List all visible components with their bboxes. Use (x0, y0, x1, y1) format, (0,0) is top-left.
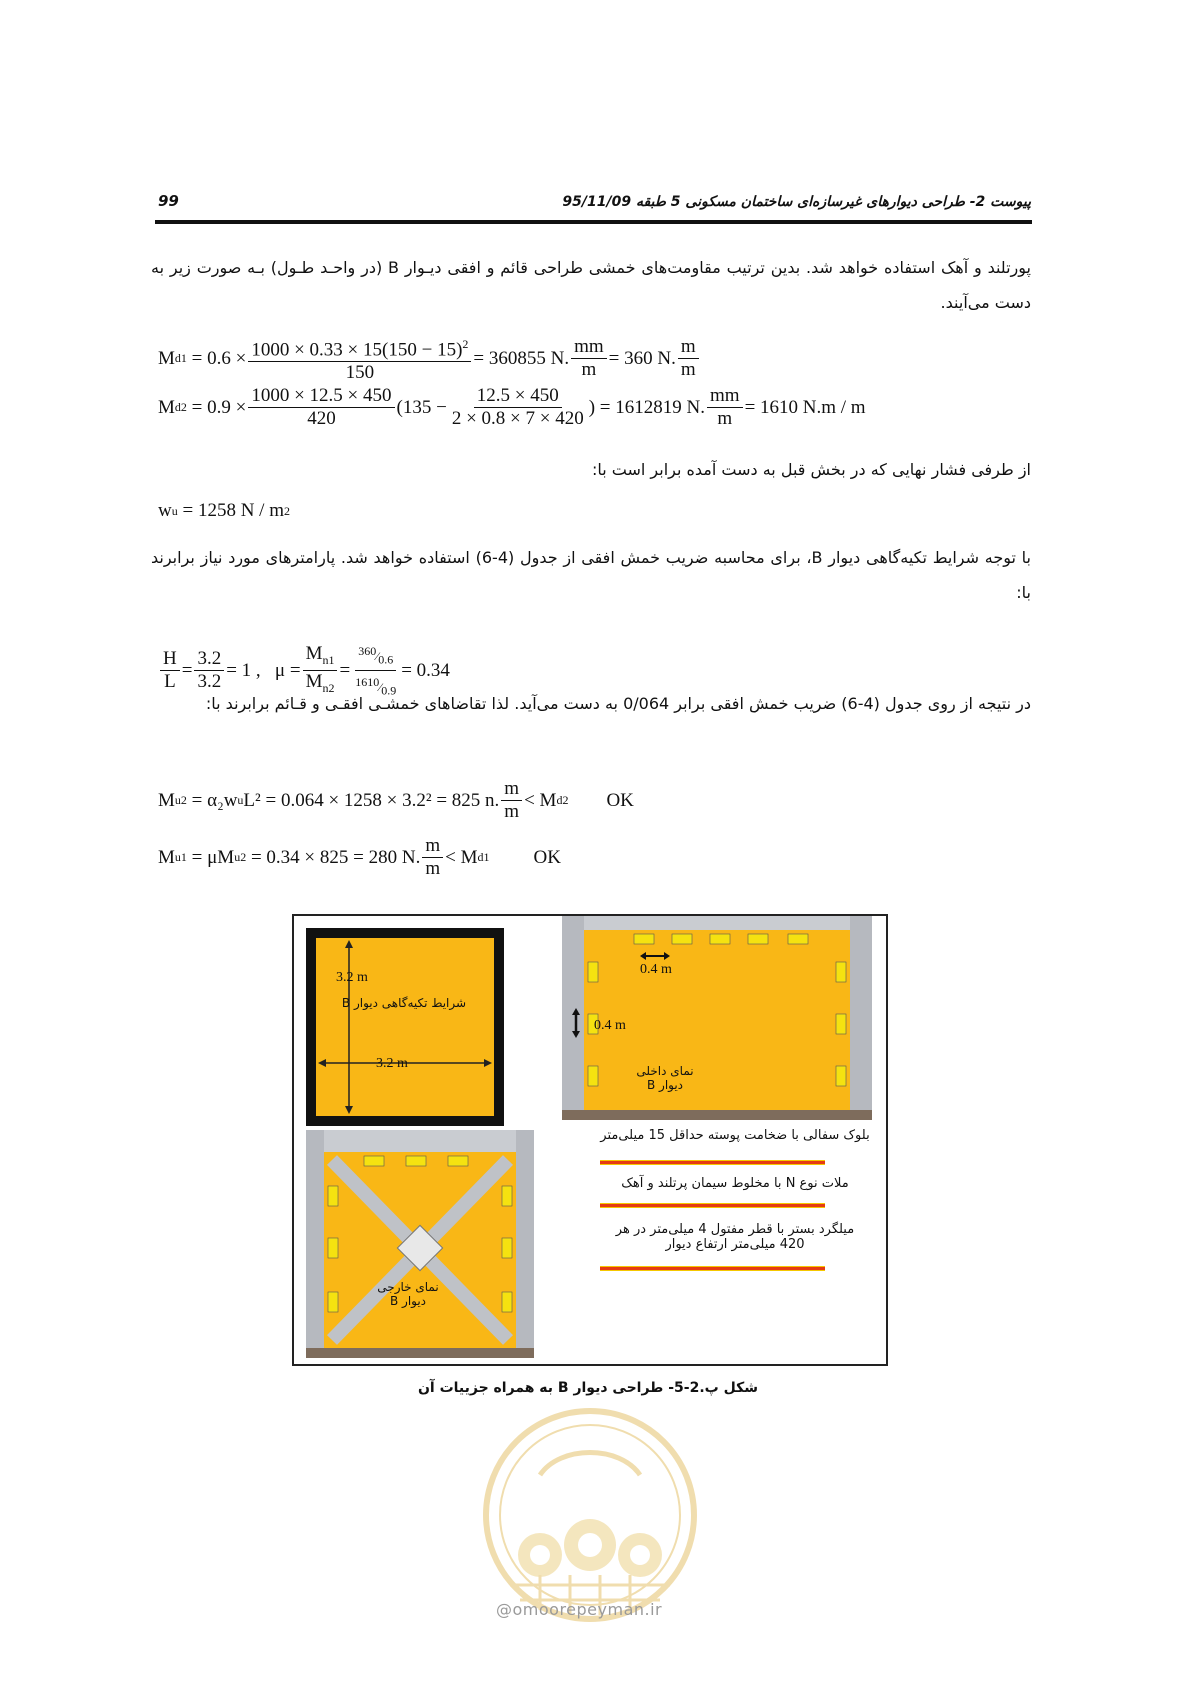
page-number: 99 (158, 192, 179, 210)
support-label: شرایط تکیه‌گاهی دیوار B (341, 996, 467, 1010)
interior-slab (562, 1110, 872, 1120)
watermark-url: @omoorepeyman.ir (496, 1600, 663, 1619)
vertical-spacing-label: 0.4 m (594, 1018, 626, 1033)
equation-mu1: M u1 = μM u2 = 0.34 × 825 = 280 N. m m < M d1 OK (158, 835, 561, 879)
paragraph-pressure: از طرفی فشار نهایی که در بخش قبل به دست آمده برابر است با: (591, 460, 1031, 479)
interior-label: نمای داخلی دیوار B (636, 1064, 694, 1092)
horizontal-spacing-label: 0.4 m (640, 962, 672, 977)
support-height-label: 3.2 m (336, 970, 368, 985)
header-rule (155, 220, 1032, 224)
legend-mortar: ملات نوع N با مخلوط سیمان پرتلند و آهک (621, 1176, 849, 1191)
legend-line-3 (600, 1266, 825, 1271)
equation-mu2: M u2 = α₂w u L² = 0.064 × 1258 × 3.2² = 825 n. m m < M d2 OK (158, 778, 634, 822)
support-width-label: 3.2 m (376, 1056, 408, 1071)
paragraph-support: با توجه شرایط تکیه‌گاهی دیوار B، برای محاسبه ضریب خمش افقی از جدول (4-6) استفاده خواهد شد. پارامترهای مورد نیاز برابرند با: (151, 548, 1031, 602)
paragraph-result: در نتیجه از روی جدول (4-6) ضریب خمش افقی برابر 0/064 به دست می‌آید. لذا تقاضاهای خمشـی افقـی و قـائم برابرند با: (205, 694, 1031, 713)
paragraph-intro: پورتلند و آهک استفاده خواهد شد. بدین ترتیب مقاومت‌های خمشی طراحی قائم و افقی دیـوار B (در واحـد طـول) بـه صورت زیر به دست می‌آیند. (151, 258, 1032, 312)
exterior-slab (306, 1348, 534, 1358)
support-panel (316, 938, 494, 1116)
equation-md1: M d1 = 0.6 × $\frac{1000 \times 0.33 \times 15(150 - 15)^2}{150}$ = 360855 N. $\frac{mm}{m}$ = 360 N. m m (158, 333, 701, 384)
legend-rebar: میلگرد بستر با قطر مفتول 4 میلی‌متر در هر 420 میلی‌متر ارتفاع دیوار (615, 1222, 855, 1252)
figure-caption: شکل پ.2-5- طراحی دیوار B به همراه جزییات آن (417, 1380, 759, 1396)
running-header: پیوست 2- طراحی دیوارهای غیرسازه‌ای ساختمان مسکونی 5 طبقه 95/11/09 (562, 194, 1031, 210)
exterior-label: نمای خارجی دیوار B (377, 1280, 439, 1308)
equation-md2: M d2 = 0.9 × $\frac{1000 \times 12.5 \times 450}{420}$ (135 − $\frac{12.5 \times 450}{2 \times 0.8 \times 7 \times 420}$ ) = 1612819 N. $\frac{mm}{m}$ = 1610 N.m / m (158, 385, 866, 429)
equation-ratios: $\frac{H}{L}$ = $\frac{3.2}{3.2}$ = 1 , μ = $\frac{M_{n1}}{M_{n2}}$ = $\frac{^{360}⁄_{0.6}}{^{1610}⁄_{0.9}}$ = 0.34 (158, 640, 450, 702)
legend-line-1 (600, 1160, 825, 1165)
legend-line-2 (600, 1203, 825, 1208)
equation-wu: w u = 1258 N / m 2 (158, 500, 290, 521)
legend-block: بلوک سفالی با ضخامت پوسته حداقل 15 میلی‌متر (600, 1128, 870, 1143)
